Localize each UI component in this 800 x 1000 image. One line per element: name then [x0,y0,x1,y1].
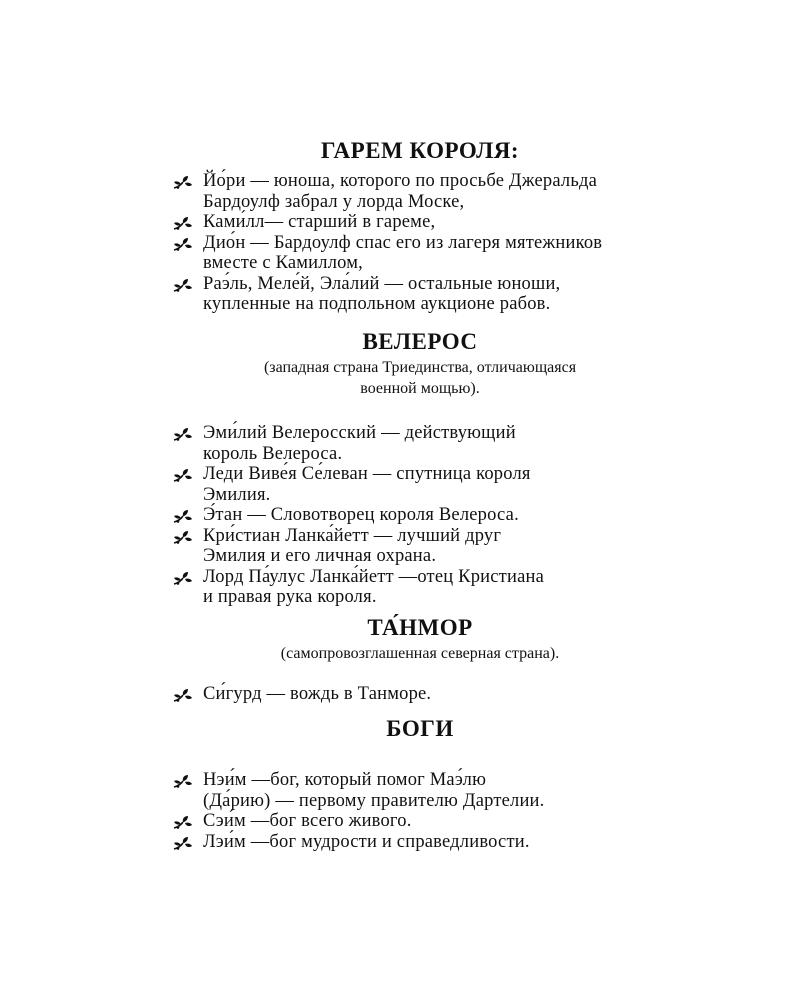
list-item: Лорд Па́улус Ланка́йетт —отец Кристиана и правая рука короля. [170,567,730,608]
character-list [170,770,730,852]
list-item: Йо́ри — юноша, которого по просьбе Джеральда Бардоулф забрал у лорда Моске, [170,171,730,212]
fleuron-leaf-icon [173,216,193,231]
fleuron-leaf-icon [173,278,193,293]
section-title: ВЕЛЕРОС [362,329,478,354]
fleuron-leaf-icon [173,836,193,851]
fleuron-leaf-icon [173,815,193,830]
character-list [170,684,730,705]
list-item: Э́тан — Словотворец короля Велероса. [170,505,730,526]
section-harem [170,136,730,315]
section-subtitle: (западная страна Триединства, отличающаяся военной мощью). [263,359,577,397]
section-title: ГАРЕМ КОРОЛЯ: [320,138,520,163]
section-veleros [170,327,730,608]
character-list [170,171,730,315]
fleuron-leaf-icon [173,688,193,703]
list-item: Лэи́м —бог мудрости и справедливости. [170,832,730,853]
section-title: БОГИ [386,716,454,741]
fleuron-leaf-icon [173,237,193,252]
list-item: Си́гурд — вождь в Танморе. [170,684,730,705]
fleuron-leaf-icon [173,530,193,545]
section-title: ТА́НМОР [367,615,473,640]
fleuron-leaf-icon [173,774,193,789]
fleuron-leaf-icon [173,571,193,586]
section-tanmor [170,613,730,705]
fleuron-leaf-icon [173,509,193,524]
list-item: Нэи́м —бог, который помог Маэ́лю (Да́рию) — первому правителю Дартелии. [170,770,730,811]
section-gods [170,714,730,852]
character-list [170,423,730,608]
section-subtitle: (самопровозглашенная северная страна). [280,645,560,662]
list-item: Дио́н — Бардоулф спас его из лагеря мятежников вместе с Камиллом, [170,233,730,274]
list-item: Ками́лл— старший в гареме, [170,212,730,233]
fleuron-leaf-icon [173,468,193,483]
list-item: Сэи́м —бог всего живого. [170,811,730,832]
fleuron-leaf-icon [173,175,193,190]
fleuron-leaf-icon [173,427,193,442]
list-item: Леди Виве́я Се́леван — спутница короля Эмилия. [170,464,730,505]
list-item: Раэ́ль, Меле́й, Эла́лий — остальные юноши, купленные на подпольном аукционе рабов. [170,274,730,315]
list-item: Эми́лий Велеросский — действующий король Велероса. [170,423,730,464]
list-item: Кри́стиан Ланка́йетт — лучший друг Эмилия и его личная охрана. [170,526,730,567]
